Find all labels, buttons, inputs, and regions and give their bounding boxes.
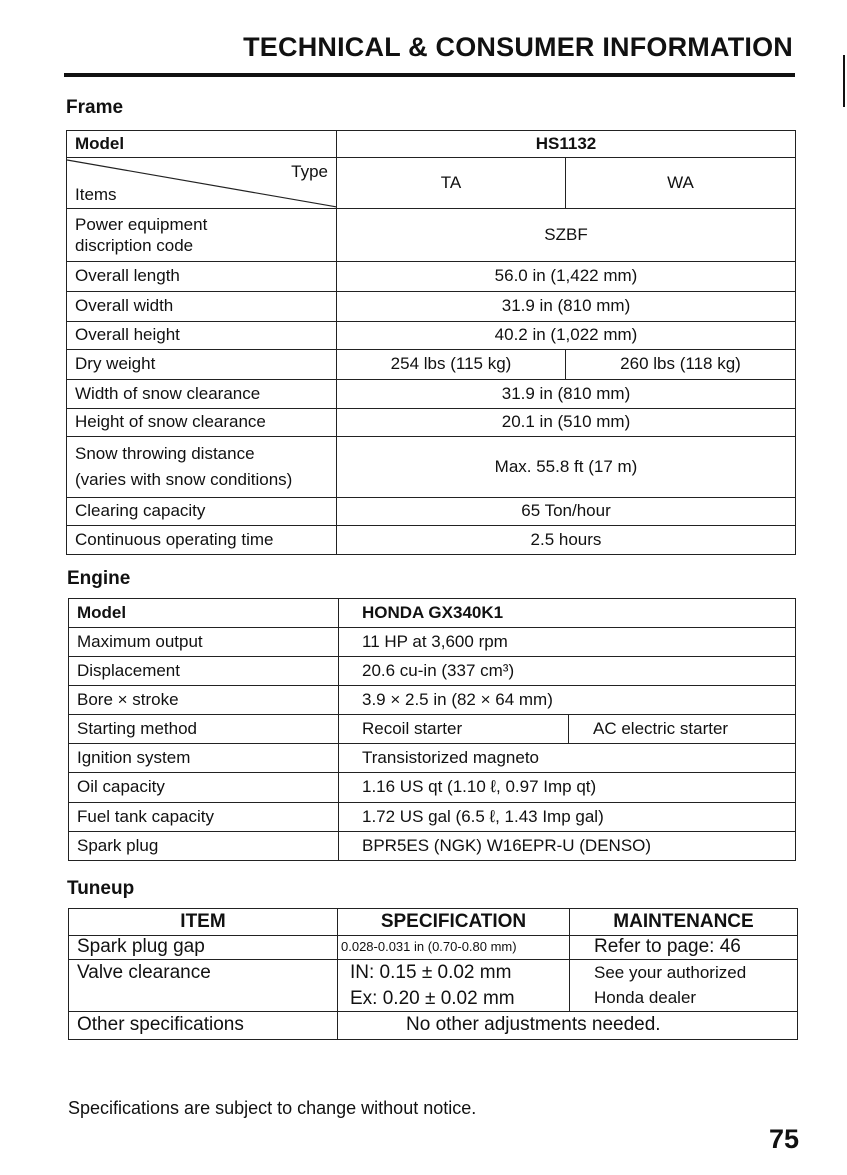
row-label: Clearing capacity <box>67 498 337 526</box>
row-value: 40.2 in (1,022 mm) <box>337 322 796 350</box>
header-item: ITEM <box>69 909 338 936</box>
frame-table <box>66 130 796 555</box>
frame-section-title: Frame <box>66 97 124 118</box>
page-header <box>64 30 795 77</box>
row-value: 2.5 hours <box>337 526 796 555</box>
page-number: 75 <box>768 1124 799 1154</box>
header-specification: SPECIFICATION <box>338 909 570 936</box>
row-label: Width of snow clearance <box>67 380 337 409</box>
row-label: Overall width <box>67 292 337 322</box>
row-value: BPR5ES (NGK) W16EPR-U (DENSO) <box>339 832 796 861</box>
row-maintenance <box>570 960 798 1012</box>
tuneup-section-title: Tuneup <box>67 878 135 899</box>
row-value-2: AC electric starter <box>593 719 729 738</box>
page-title: TECHNICAL & CONSUMER INFORMATION <box>243 32 793 62</box>
row-value: 31.9 in (810 mm) <box>337 380 796 409</box>
table-row <box>69 1012 798 1040</box>
tuneup-header-row <box>69 909 798 936</box>
row-spec <box>338 960 570 1012</box>
engine-table <box>68 598 796 861</box>
row-value: 56.0 in (1,422 mm) <box>337 262 796 292</box>
table-row <box>67 209 796 262</box>
row-spec: No other adjustments needed. <box>338 1012 798 1040</box>
row-label-line2: (varies with snow conditions) <box>75 470 293 489</box>
row-value-wa: 260 lbs (118 kg) <box>566 350 796 380</box>
row-label: Displacement <box>69 657 339 686</box>
row-value: 3.9 × 2.5 in (82 × 64 mm) <box>339 686 796 715</box>
spec-ex: Ex: 0.20 ± 0.02 mm <box>350 987 515 1009</box>
footnote: Specifications are subject to change without notice. <box>68 1098 477 1118</box>
table-row <box>69 936 798 960</box>
page-edge-mark <box>843 55 845 107</box>
table-row <box>69 803 796 832</box>
row-value: 65 Ton/hour <box>337 498 796 526</box>
row-value-ta: 254 lbs (115 kg) <box>337 350 566 380</box>
table-row <box>69 686 796 715</box>
row-label <box>67 209 337 262</box>
table-row <box>69 657 796 686</box>
spec-in: IN: 0.15 ± 0.02 mm <box>350 962 512 983</box>
frame-model-row <box>67 131 796 158</box>
frame-model-value: HS1132 <box>337 131 796 158</box>
row-label: Bore × stroke <box>69 686 339 715</box>
header-maintenance: MAINTENANCE <box>570 909 798 936</box>
row-label: Continuous operating time <box>67 526 337 555</box>
frame-type-row <box>67 158 796 209</box>
row-value-1: Recoil starter <box>362 719 463 738</box>
row-value: SZBF <box>337 209 796 262</box>
row-value: 1.72 US gal (6.5 ℓ, 1.43 Imp gal) <box>339 803 796 832</box>
engine-model-label: Model <box>69 599 339 628</box>
row-label: Spark plug <box>69 832 339 861</box>
row-label: Dry weight <box>67 350 337 380</box>
row-label: Overall length <box>67 262 337 292</box>
row-value: 20.1 in (510 mm) <box>337 409 796 437</box>
tuneup-table <box>68 908 798 1040</box>
row-label: Starting method <box>69 715 339 744</box>
row-label: Valve clearance <box>69 960 338 1012</box>
row-label: Spark plug gap <box>69 936 338 960</box>
table-row <box>67 262 796 292</box>
row-label: Other specifications <box>69 1012 338 1040</box>
table-row <box>67 380 796 409</box>
table-row <box>69 832 796 861</box>
items-label: Items <box>75 185 117 205</box>
engine-model-row <box>69 599 796 628</box>
row-label: Overall height <box>67 322 337 350</box>
table-row <box>67 437 796 498</box>
maint-line1: See your authorized <box>594 963 747 982</box>
row-label-line1: Snow throwing distance <box>75 443 255 463</box>
row-label: Oil capacity <box>69 773 339 803</box>
table-row <box>69 628 796 657</box>
row-label: Fuel tank capacity <box>69 803 339 832</box>
row-label-line1: Power equipment <box>75 214 208 234</box>
table-row <box>67 322 796 350</box>
table-row <box>69 773 796 803</box>
row-label: Height of snow clearance <box>67 409 337 437</box>
table-row <box>67 409 796 437</box>
table-row <box>67 350 796 380</box>
row-maintenance: Refer to page: 46 <box>570 936 798 960</box>
maint-line2: Honda dealer <box>594 987 697 1007</box>
table-row <box>69 960 798 1012</box>
row-value: Max. 55.8 ft (17 m) <box>337 437 796 498</box>
engine-model-value: HONDA GX340K1 <box>339 599 796 628</box>
row-value-split <box>339 715 796 744</box>
type-items-header-cell <box>67 158 337 209</box>
table-row <box>67 292 796 322</box>
frame-model-label: Model <box>67 131 337 158</box>
row-value: Transistorized magneto <box>339 744 796 773</box>
table-row <box>67 498 796 526</box>
engine-section-title: Engine <box>67 568 131 589</box>
row-label: Maximum output <box>69 628 339 657</box>
type-label: Type <box>291 162 328 181</box>
row-label: Ignition system <box>69 744 339 773</box>
row-label-line2: discription code <box>75 236 194 255</box>
type-wa: WA <box>566 158 796 209</box>
table-row <box>69 744 796 773</box>
row-spec: 0.028-0.031 in (0.70-0.80 mm) <box>338 936 570 960</box>
row-value: 31.9 in (810 mm) <box>337 292 796 322</box>
row-value: 11 HP at 3,600 rpm <box>339 628 796 657</box>
type-ta: TA <box>337 158 566 209</box>
table-row <box>69 715 796 744</box>
row-label <box>67 437 337 498</box>
table-row <box>67 526 796 555</box>
row-value: 20.6 cu-in (337 cm³) <box>339 657 796 686</box>
row-value: 1.16 US qt (1.10 ℓ, 0.97 Imp qt) <box>339 773 796 803</box>
cell-divider <box>568 715 569 743</box>
